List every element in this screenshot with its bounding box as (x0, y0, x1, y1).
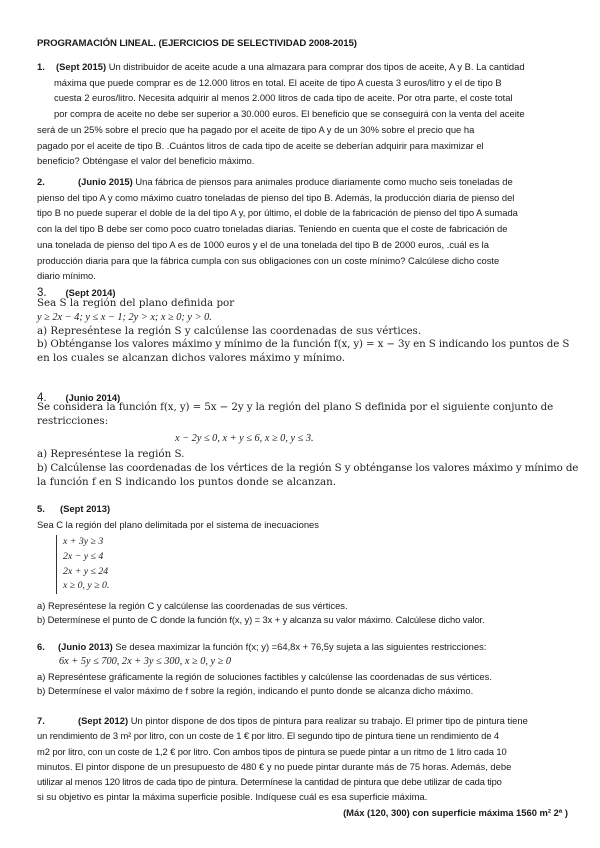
exercise-7-tag: (Sept 2012) (78, 715, 129, 726)
exercise-4-tag: (Junio 2014) (65, 392, 121, 403)
exercise-1-text: máxima que puede comprar es de 12.000 litros en total. El aceite de tipo A cuesta 3 euros/litro y el de tipo B (54, 76, 502, 88)
exercise-7-text: minutos. El pintor dispone de un presupuesto de 480 € y no puede pintar durante más de 75 horas. Además, debe (37, 760, 512, 772)
exercise-5-ineq-1: x + 3y ≥ 3 (63, 536, 104, 547)
exercise-7-text: si su objetivo es pintar la máxima superficie posible. Indíquese cuál es esa superficie máxima. (37, 791, 428, 803)
exercise-1 (37, 59, 577, 169)
exercise-6 (37, 639, 582, 655)
exercise-7 (37, 713, 582, 820)
exercise-2-number: 2. (37, 176, 45, 187)
exercise-1-text: Un distribuidor de aceite acude a una almazara para comprar dos tipos de aceite, A y B. La cantidad (108, 61, 525, 72)
exercise-3-part-b-cont: en los cuales se alcanzan dichos valores máximo y mínimo. (37, 352, 346, 365)
exercise-6-text: Se desea maximizar la función f(x; y) =64,8x + 76,5y sujeta a las siguientes restricciones: (115, 641, 487, 652)
exercise-5-parts (37, 599, 582, 626)
exercise-5-part-a: a) Represéntese la región C y calcúlense las coordenadas de sus vértices. (37, 600, 348, 611)
exercise-7-text: Un pintor dispone de dos tipos de pintura para realizar su trabajo. El primer tipo de pintura tiene (130, 715, 528, 726)
exercise-7-answer: (Máx (120, 300) con superficie máxima 1560 m² 2ª ) (343, 806, 568, 818)
exercise-6-constraints: 6x + 5y ≤ 700, 2x + 3y ≤ 300, x ≥ 0, y ≥ 0 (59, 656, 232, 667)
exercise-3-part-a: a) Represéntese la región S y calcúlense las coordenadas de sus vértices. (37, 324, 422, 337)
exercise-5-text: Sea C la región del plano delimitada por el sistema de inecuaciones (37, 518, 319, 530)
exercise-4-statement (37, 401, 582, 490)
exercise-4-text: Se considera la función f(x, y) = 5x − 2y y la región del plano S definida por el siguiente conjunto de (37, 401, 554, 413)
exercise-2-text: Una fábrica de piensos para animales produce diariamente como mucho seis toneladas de (135, 176, 513, 187)
exercise-5-number: 5. (37, 503, 45, 514)
exercise-3-statement (37, 297, 582, 366)
exercise-1-text: por compra de aceite no debe ser superior a 30.000 euros. El beneficio que se conseguirá con la venta del aceite (54, 108, 525, 120)
exercise-4-part-a: a) Represéntese la región S. (37, 448, 185, 461)
exercise-2-text: producción diaria para que la fábrica cumpla con sus obligaciones con un coste mínimo? Calcúlese dicho coste (37, 254, 500, 266)
exercise-6-tag: (Junio 2013) (58, 641, 113, 652)
exercise-6-parts (37, 670, 582, 699)
exercise-2-text: diario mínimo. (37, 270, 96, 282)
exercise-4-text: restricciones: (37, 414, 109, 427)
exercise-7-text: m2 por litro, con un coste de 1,2 € por litro. Con ambos tipos de pintura se puede pintar a un ritmo de 1 litro cada 10 (37, 745, 507, 757)
exercise-1-tag: (Sept 2015) (56, 61, 107, 72)
exercise-4-part-b-cont: la función f en S indicando los puntos donde se alcanzan. (37, 475, 337, 488)
exercise-3-number: 3. (37, 287, 47, 299)
exercise-3-part-b: b) Obténganse los valores máximo y mínimo de la función f(x, y) = x − 3y en S indicando los puntos de S (37, 338, 570, 351)
exercise-1-number: 1. (37, 61, 45, 72)
exercise-4-constraints: x − 2y ≤ 0, x + y ≤ 6, x ≥ 0, y ≤ 3. (175, 432, 314, 444)
exercise-1-text: beneficio? Obténgase el valor del beneficio máximo. (37, 155, 255, 167)
exercise-2-text: con la del tipo B debe ser como poco cuatro toneladas diarias. Teniendo en cuenta que el coste de fabricación de (37, 223, 508, 235)
exercise-3-tag: (Sept 2014) (65, 287, 116, 298)
exercise-3-text: Sea S la región del plano definida por (37, 297, 235, 309)
exercise-7-text: utilizar al menos 120 litros de cada tipo de pintura. Determínese la cantidad de pintura que debe utilizar de cada tipo (37, 776, 502, 788)
exercise-5-ineq-4: x ≥ 0, y ≥ 0. (63, 580, 110, 592)
exercise-2-tag: (Junio 2015) (78, 176, 133, 187)
exercise-5-part-b: b) Determínese el punto de C donde la función f(x, y) = 3x + y alcanza su valor máximo. Calcúlese dicho valor. (37, 613, 485, 625)
exercise-6-number: 6. (37, 641, 45, 652)
exercise-5-ineq-2: 2x − y ≤ 4 (63, 550, 104, 562)
exercise-4-part-b: b) Calcúlense las coordenadas de los vértices de la región S y obténganse los valores máximo y mínimo de (37, 462, 579, 475)
exercise-6-part-a: a) Represéntese gráficamente la región de soluciones factibles y calcúlense las coordenadas de sus vértices. (37, 671, 492, 682)
exercise-5-ineq-3: 2x + y ≤ 24 (63, 565, 109, 577)
exercise-1-text: será de un 25% sobre el precio que ha pagado por el aceite de tipo A y de un 30% sobre el precio que ha (37, 123, 475, 135)
exercise-2-text: una tonelada de pienso del tipo A es de 1000 euros y el de una tonelada del tipo B de 2000 euros, .cuál es la (37, 238, 489, 250)
exercise-5-tag: (Sept 2013) (60, 503, 111, 514)
exercise-2-text: pienso del tipo A y como máximo cuatro toneladas de pienso del tipo B. Además, la producción diaria de pienso del (37, 191, 515, 203)
exercise-1-text: pagado por el aceite de tipo B. .Cuántos litros de cada tipo de aceite se deberían adquirir para maximizar el (37, 139, 484, 151)
exercise-4-number: 4. (37, 392, 47, 404)
exercise-7-number: 7. (37, 715, 45, 726)
exercise-2-text: tipo B no puede superar el doble de la del tipo A y, por último, el doble de la fabricación de pienso del tipo A sumada (37, 207, 518, 219)
exercise-2 (37, 174, 577, 284)
exercise-3-constraints: y ≥ 2x − 4; y ≤ x − 1; 2y > x; x ≥ 0; y > 0. (37, 311, 212, 323)
document-title: PROGRAMACIÓN LINEAL. (EJERCICIOS DE SELECTIVIDAD 2008-2015) (37, 38, 357, 49)
exercise-1-text: cuesta 2 euros/litro. Necesita adquirir al menos 2.000 litros de cada tipo de aceite. Por otra parte, el coste total (54, 92, 513, 104)
exercise-5 (37, 501, 577, 532)
exercise-5-system (56, 535, 109, 594)
exercise-6-part-b: b) Determínese el valor máximo de f sobre la región, indicando el punto donde se alcanza dicho máximo. (37, 685, 474, 697)
exercise-7-text: un rendimiento de 3 m² por litro, con un coste de 1 € por litro. El segundo tipo de pintura tiene un rendimiento de 4 (37, 730, 500, 742)
